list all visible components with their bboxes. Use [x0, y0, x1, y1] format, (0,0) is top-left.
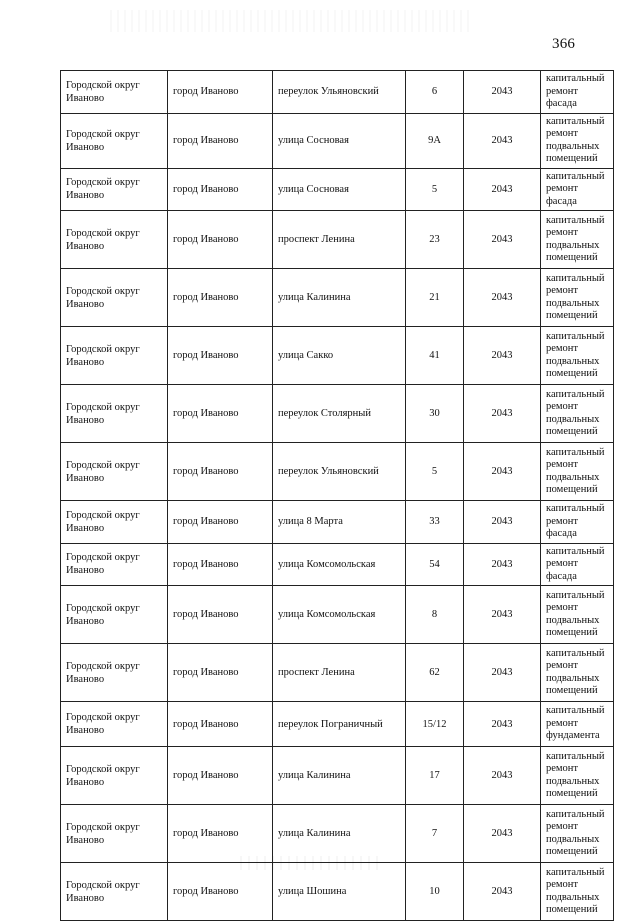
work-type-cell: капитальный ремонт подвальных помещений	[541, 113, 614, 168]
street-cell: переулок Пограничный	[273, 702, 406, 747]
city-cell: город Иваново	[168, 385, 273, 443]
table-row	[61, 385, 614, 443]
work-type-cell: капитальный ремонт подвальных помещений	[541, 211, 614, 269]
street-cell: переулок Ульяновский	[273, 71, 406, 114]
street-cell: улица Калинина	[273, 269, 406, 327]
work-type-cell: капитальный ремонт подвальных помещений	[541, 327, 614, 385]
table-row	[61, 443, 614, 501]
house-cell: 15/12	[406, 702, 464, 747]
city-cell: город Иваново	[168, 747, 273, 805]
year-cell: 2043	[464, 644, 541, 702]
year-cell: 2043	[464, 586, 541, 644]
house-cell: 5	[406, 168, 464, 211]
work-type-cell: капитальный ремонт подвальных помещений	[541, 269, 614, 327]
table-row	[61, 211, 614, 269]
house-cell: 41	[406, 327, 464, 385]
house-cell: 8	[406, 586, 464, 644]
year-cell: 2043	[464, 113, 541, 168]
okrug-cell: Городской округ Иваново	[61, 385, 168, 443]
okrug-cell: Городской округ Иваново	[61, 543, 168, 586]
city-cell: город Иваново	[168, 543, 273, 586]
table-row	[61, 586, 614, 644]
year-cell: 2043	[464, 327, 541, 385]
city-cell: город Иваново	[168, 501, 273, 544]
year-cell: 2043	[464, 543, 541, 586]
okrug-cell: Городской округ Иваново	[61, 702, 168, 747]
okrug-cell: Городской округ Иваново	[61, 327, 168, 385]
house-cell: 30	[406, 385, 464, 443]
city-cell: город Иваново	[168, 863, 273, 921]
house-cell: 62	[406, 644, 464, 702]
table-row	[61, 543, 614, 586]
street-cell: улица Сосновая	[273, 113, 406, 168]
street-cell: улица Сосновая	[273, 168, 406, 211]
year-cell: 2043	[464, 168, 541, 211]
work-type-cell: капитальный ремонт подвальных помещений	[541, 586, 614, 644]
work-type-cell: капитальный ремонт фундамента	[541, 702, 614, 747]
street-cell: улица 8 Марта	[273, 501, 406, 544]
city-cell: город Иваново	[168, 113, 273, 168]
okrug-cell: Городской округ Иваново	[61, 805, 168, 863]
work-type-cell: капитальный ремонт подвальных помещений	[541, 443, 614, 501]
year-cell: 2043	[464, 863, 541, 921]
city-cell: город Иваново	[168, 168, 273, 211]
okrug-cell: Городской округ Иваново	[61, 586, 168, 644]
table-row	[61, 113, 614, 168]
okrug-cell: Городской округ Иваново	[61, 863, 168, 921]
street-cell: улица Калинина	[273, 805, 406, 863]
house-cell: 7	[406, 805, 464, 863]
house-cell: 23	[406, 211, 464, 269]
registry-table	[60, 70, 614, 921]
work-type-cell: капитальный ремонт подвальных помещений	[541, 644, 614, 702]
year-cell: 2043	[464, 805, 541, 863]
work-type-cell: капитальный ремонт фасада	[541, 543, 614, 586]
city-cell: город Иваново	[168, 71, 273, 114]
okrug-cell: Городской округ Иваново	[61, 113, 168, 168]
street-cell: улица Комсомольская	[273, 543, 406, 586]
street-cell: проспект Ленина	[273, 211, 406, 269]
table-row	[61, 747, 614, 805]
page-number: 366	[552, 36, 576, 52]
house-cell: 54	[406, 543, 464, 586]
table-row	[61, 269, 614, 327]
work-type-cell: капитальный ремонт фасада	[541, 168, 614, 211]
scan-noise-bottom	[240, 856, 380, 870]
table-row	[61, 863, 614, 921]
work-type-cell: капитальный ремонт подвальных помещений	[541, 863, 614, 921]
city-cell: город Иваново	[168, 644, 273, 702]
city-cell: город Иваново	[168, 327, 273, 385]
year-cell: 2043	[464, 443, 541, 501]
okrug-cell: Городской округ Иваново	[61, 211, 168, 269]
street-cell: переулок Ульяновский	[273, 443, 406, 501]
street-cell: переулок Столярный	[273, 385, 406, 443]
street-cell: улица Комсомольская	[273, 586, 406, 644]
house-cell: 17	[406, 747, 464, 805]
scan-noise-top	[110, 10, 470, 32]
okrug-cell: Городской округ Иваново	[61, 71, 168, 114]
city-cell: город Иваново	[168, 269, 273, 327]
year-cell: 2043	[464, 269, 541, 327]
okrug-cell: Городской округ Иваново	[61, 501, 168, 544]
street-cell: улица Сакко	[273, 327, 406, 385]
street-cell: проспект Ленина	[273, 644, 406, 702]
city-cell: город Иваново	[168, 702, 273, 747]
table-row	[61, 702, 614, 747]
okrug-cell: Городской округ Иваново	[61, 747, 168, 805]
house-cell: 21	[406, 269, 464, 327]
city-cell: город Иваново	[168, 805, 273, 863]
okrug-cell: Городской округ Иваново	[61, 644, 168, 702]
street-cell: улица Шошина	[273, 863, 406, 921]
house-cell: 33	[406, 501, 464, 544]
year-cell: 2043	[464, 501, 541, 544]
okrug-cell: Городской округ Иваново	[61, 168, 168, 211]
okrug-cell: Городской округ Иваново	[61, 443, 168, 501]
work-type-cell: капитальный ремонт подвальных помещений	[541, 747, 614, 805]
year-cell: 2043	[464, 702, 541, 747]
house-cell: 9А	[406, 113, 464, 168]
work-type-cell: капитальный ремонт фасада	[541, 71, 614, 114]
table-row	[61, 327, 614, 385]
year-cell: 2043	[464, 211, 541, 269]
city-cell: город Иваново	[168, 211, 273, 269]
table-row	[61, 644, 614, 702]
table-row	[61, 805, 614, 863]
street-cell: улица Калинина	[273, 747, 406, 805]
year-cell: 2043	[464, 385, 541, 443]
city-cell: город Иваново	[168, 586, 273, 644]
table-row	[61, 168, 614, 211]
work-type-cell: капитальный ремонт фасада	[541, 501, 614, 544]
year-cell: 2043	[464, 747, 541, 805]
okrug-cell: Городской округ Иваново	[61, 269, 168, 327]
work-type-cell: капитальный ремонт подвальных помещений	[541, 805, 614, 863]
work-type-cell: капитальный ремонт подвальных помещений	[541, 385, 614, 443]
table-row	[61, 71, 614, 114]
house-cell: 10	[406, 863, 464, 921]
city-cell: город Иваново	[168, 443, 273, 501]
table-row	[61, 501, 614, 544]
house-cell: 5	[406, 443, 464, 501]
house-cell: 6	[406, 71, 464, 114]
year-cell: 2043	[464, 71, 541, 114]
